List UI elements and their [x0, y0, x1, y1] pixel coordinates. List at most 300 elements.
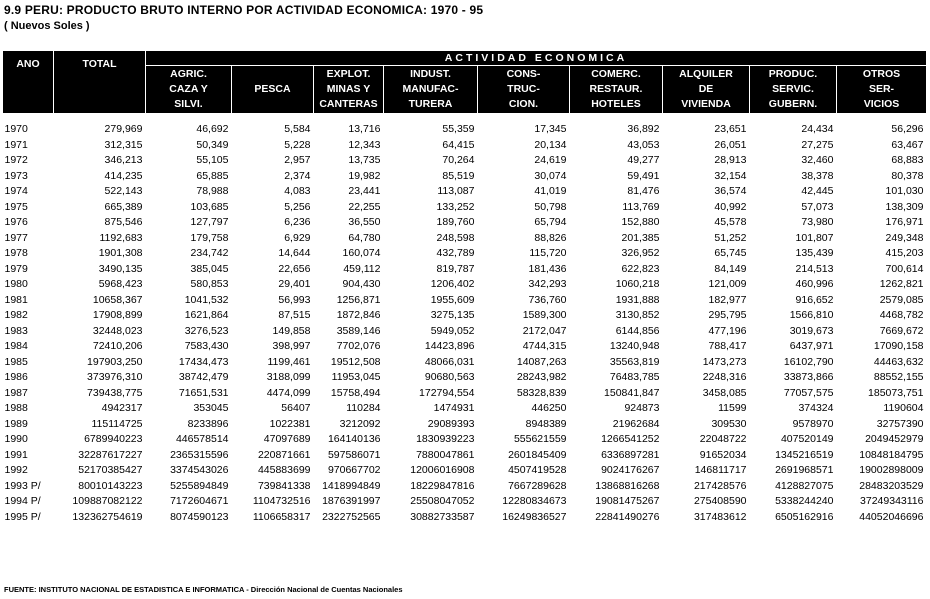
- table-cell: 36,574: [714, 185, 747, 197]
- table-cell: 181,436: [528, 262, 567, 275]
- table-cell: 71651,531: [178, 386, 229, 399]
- row-year-cell: 1977: [4, 231, 28, 244]
- table-cell: 3188,099: [266, 371, 311, 383]
- table-cell: 164140136: [327, 433, 381, 445]
- table-cell: 81,476: [627, 185, 660, 197]
- table-cell: 38,378: [801, 169, 834, 182]
- table-cell: 5968,423: [98, 278, 143, 290]
- header-gobierno: PRODUC. SERVIC. GUBERN.: [750, 66, 837, 114]
- table-cell: 2365315596: [170, 448, 229, 461]
- table-cell: 16249836527: [502, 510, 567, 523]
- table-cell: 373976,310: [87, 371, 143, 383]
- table-cell: 28483203529: [859, 479, 924, 492]
- table-cell: 385,045: [190, 262, 229, 275]
- row-year-cell: 1990: [4, 433, 28, 445]
- table-cell: 185073,751: [868, 386, 924, 399]
- row-year-cell: 1994 P/: [4, 495, 41, 507]
- table-cell: 214,513: [795, 262, 834, 275]
- table-row: [3, 370, 927, 386]
- table-cell: 77057,575: [783, 386, 834, 399]
- table-cell: 115114725: [91, 417, 143, 430]
- table-cell: 4474,099: [266, 386, 311, 399]
- table-cell: 15758,494: [330, 386, 381, 399]
- table-cell: 3275,135: [430, 309, 475, 321]
- table-cell: 47097689: [263, 433, 311, 445]
- table-cell: 19,982: [348, 169, 381, 182]
- table-cell: 42,445: [801, 185, 834, 197]
- table-cell: 1106658317: [252, 510, 311, 523]
- table-cell: 446250: [531, 402, 567, 414]
- table-cell: 13240,948: [609, 340, 660, 352]
- table-cell: 32,460: [801, 154, 834, 166]
- table-cell: 14423,896: [424, 340, 475, 352]
- table-row: [3, 308, 927, 324]
- header-comercio: COMERC. RESTAUR. HOTELES: [570, 66, 663, 114]
- gdp-table: [2, 50, 927, 525]
- table-cell: 50,349: [196, 138, 229, 151]
- table-cell: 12006016908: [410, 464, 475, 476]
- table-cell: 197903,250: [87, 355, 143, 368]
- row-year-cell: 1991: [4, 448, 28, 461]
- table-cell: 17,345: [534, 123, 567, 135]
- row-year-cell: 1987: [4, 386, 28, 399]
- row-year-cell: 1986: [4, 371, 28, 383]
- table-cell: 1589,300: [522, 309, 567, 321]
- table-cell: 13,716: [348, 123, 381, 135]
- table-cell: 36,892: [627, 123, 660, 135]
- table-cell: 445883699: [257, 464, 311, 476]
- table-cell: 312,315: [104, 138, 143, 151]
- table-row: [3, 479, 927, 495]
- table-cell: 2322752565: [322, 510, 381, 523]
- table-cell: 353045: [193, 402, 229, 414]
- table-cell: 64,780: [348, 231, 381, 244]
- table-cell: 146811717: [694, 464, 747, 476]
- table-cell: 72410,206: [92, 340, 143, 352]
- table-cell: 2,374: [284, 169, 311, 182]
- row-year-cell: 1982: [4, 309, 28, 321]
- table-cell: 1872,846: [336, 309, 381, 321]
- table-cell: 84,149: [714, 262, 747, 275]
- table-cell: 51,252: [714, 231, 747, 244]
- table-cell: 58328,839: [516, 386, 567, 399]
- table-cell: 14087,263: [516, 355, 567, 368]
- table-cell: 91652034: [699, 448, 747, 461]
- row-year-cell: 1975: [4, 200, 28, 213]
- table-cell: 6437,971: [789, 340, 834, 352]
- table-cell: 65,794: [534, 216, 567, 228]
- header-spacer: [3, 114, 927, 123]
- table-row: [3, 417, 927, 433]
- table-cell: 326,952: [621, 247, 660, 259]
- table-cell: 201,385: [621, 231, 660, 244]
- table-cell: 342,293: [528, 278, 567, 290]
- table-cell: 17090,158: [873, 340, 924, 352]
- table-cell: 23,651: [714, 123, 747, 135]
- table-cell: 580,853: [190, 278, 229, 290]
- table-cell: 19512,508: [330, 355, 381, 368]
- row-year-cell: 1973: [4, 169, 28, 182]
- table-cell: 916,652: [795, 293, 834, 306]
- table-cell: 398,997: [272, 340, 311, 352]
- table-cell: 152,880: [621, 216, 660, 228]
- header-mineria: EXPLOT. MINAS Y CANTERAS: [314, 66, 384, 114]
- table-cell: 3019,673: [789, 324, 834, 337]
- table-cell: 44052046696: [859, 510, 924, 523]
- table-cell: 78,988: [196, 185, 229, 197]
- table-cell: 27,275: [801, 138, 834, 151]
- table-cell: 414,235: [104, 169, 143, 182]
- row-year-cell: 1989: [4, 417, 28, 430]
- table-row: [3, 324, 927, 340]
- table-cell: 80010143223: [78, 479, 143, 492]
- table-cell: 32757390: [876, 417, 924, 430]
- table-cell: 64,415: [442, 138, 475, 151]
- header-industria: INDUST. MANUFAC- TURERA: [384, 66, 478, 114]
- table-cell: 234,742: [190, 247, 229, 259]
- table-cell: 37249343116: [860, 495, 924, 507]
- header-total: TOTAL: [54, 51, 146, 114]
- header-agric: AGRIC. CAZA Y SILVI.: [146, 66, 232, 114]
- table-cell: 1621,864: [184, 309, 229, 321]
- row-year-cell: 1978: [4, 247, 28, 259]
- table-cell: 21962684: [612, 417, 660, 430]
- table-cell: 3458,085: [702, 386, 747, 399]
- table-cell: 4,083: [284, 185, 311, 197]
- table-cell: 1199,461: [267, 355, 311, 368]
- table-cell: 700,614: [885, 262, 924, 275]
- table-cell: 9578970: [792, 417, 834, 430]
- table-cell: 113,769: [622, 200, 660, 213]
- table-cell: 87,515: [278, 309, 311, 321]
- table-cell: 11953,045: [331, 371, 381, 383]
- table-cell: 90680,563: [424, 371, 475, 383]
- table-row: [3, 200, 927, 216]
- table-cell: 17434,473: [178, 355, 229, 368]
- table-cell: 8233896: [187, 417, 229, 430]
- table-cell: 22048722: [699, 433, 747, 445]
- table-cell: 2049452979: [865, 433, 924, 445]
- table-cell: 2,957: [284, 154, 311, 166]
- table-cell: 736,760: [528, 293, 567, 306]
- header-group: ACTIVIDAD ECONOMICA: [146, 51, 927, 66]
- table-body: [3, 114, 927, 526]
- row-year-cell: 1981: [4, 293, 28, 306]
- table-cell: 3212092: [339, 417, 381, 430]
- table-cell: 22841490276: [595, 510, 660, 523]
- table-cell: 9024176267: [601, 464, 660, 476]
- table-cell: 49,277: [627, 154, 660, 166]
- table-cell: 55,359: [442, 123, 475, 135]
- row-year-cell: 1976: [4, 216, 28, 228]
- table-cell: 19002898009: [859, 464, 924, 476]
- table-cell: 103,685: [190, 200, 229, 213]
- table-cell: 18229847816: [410, 479, 475, 492]
- table-cell: 1206,402: [430, 278, 475, 290]
- table-cell: 739438,775: [87, 386, 143, 399]
- table-cell: 43,053: [627, 138, 660, 151]
- table-cell: 248,598: [436, 231, 475, 244]
- table-cell: 20,134: [534, 138, 567, 151]
- table-cell: 1345216519: [775, 448, 834, 461]
- header-pesca: PESCA: [232, 66, 314, 114]
- table-cell: 76483,785: [609, 371, 660, 383]
- table-cell: 22,255: [348, 200, 381, 213]
- table-cell: 40,992: [714, 200, 747, 213]
- row-year-cell: 1988: [4, 402, 28, 414]
- table-cell: 7669,672: [879, 324, 924, 337]
- table-cell: 249,348: [885, 231, 924, 244]
- table-cell: 4468,782: [879, 309, 924, 321]
- header-ano: ANO: [3, 51, 54, 114]
- table-row: [3, 293, 927, 309]
- table-cell: 13,735: [348, 154, 381, 166]
- table-cell: 32,154: [714, 169, 747, 182]
- table-cell: 477,196: [708, 324, 747, 337]
- table-cell: 460,996: [795, 278, 834, 290]
- table-cell: 115,720: [529, 247, 567, 259]
- table-cell: 5,256: [284, 200, 311, 213]
- table-cell: 597586071: [327, 448, 381, 461]
- table-cell: 279,969: [104, 123, 143, 135]
- table-cell: 176,971: [885, 216, 924, 228]
- table-cell: 11599: [718, 402, 747, 414]
- row-year-cell: 1980: [4, 278, 28, 290]
- table-cell: 33873,866: [783, 371, 834, 383]
- table-cell: 24,434: [801, 123, 834, 135]
- table-row: [3, 448, 927, 464]
- header-construccion: CONS- TRUC- CION.: [478, 66, 570, 114]
- table-cell: 4128827075: [775, 479, 834, 492]
- table-cell: 3276,523: [184, 324, 229, 337]
- table-cell: 150841,847: [604, 386, 660, 399]
- row-year-cell: 1992: [4, 464, 28, 476]
- table-cell: 36,550: [348, 216, 381, 228]
- table-row: [3, 138, 927, 154]
- table-cell: 23,441: [348, 185, 381, 197]
- table-cell: 12280834673: [502, 495, 567, 507]
- table-cell: 346,213: [104, 154, 143, 166]
- header-alquiler: ALQUILER DE VIVIENDA: [663, 66, 750, 114]
- table-cell: 65,745: [714, 247, 747, 259]
- page-subtitle: ( Nuevos Soles ): [4, 20, 90, 32]
- table-cell: 32287617227: [78, 448, 143, 461]
- table-cell: 7667289628: [508, 479, 567, 492]
- table-cell: 3374543026: [170, 464, 229, 476]
- table-cell: 1931,888: [615, 293, 660, 306]
- table-row: [3, 277, 927, 293]
- table-cell: 522,143: [104, 185, 143, 197]
- table-cell: 149,858: [272, 324, 311, 337]
- table-cell: 48066,031: [424, 355, 475, 368]
- table-cell: 4744,315: [522, 340, 567, 352]
- row-year-cell: 1970: [4, 123, 28, 135]
- table-cell: 3130,852: [615, 309, 660, 321]
- table-cell: 70,264: [442, 154, 475, 166]
- table-cell: 65,885: [196, 169, 229, 182]
- table-row: [3, 386, 927, 402]
- table-cell: 1418994849: [322, 479, 381, 492]
- table-row: [3, 153, 927, 169]
- table-cell: 1192,683: [99, 231, 143, 244]
- table-cell: 407520149: [780, 433, 834, 445]
- table-cell: 172794,554: [419, 386, 475, 399]
- table-cell: 1190604: [883, 402, 924, 414]
- row-year-cell: 1974: [4, 185, 28, 197]
- table-cell: 80,378: [891, 169, 924, 182]
- table-cell: 29089393: [427, 417, 475, 430]
- table-cell: 12,343: [348, 138, 381, 151]
- table-cell: 7583,430: [184, 340, 229, 352]
- table-cell: 1830939223: [416, 433, 475, 445]
- table-cell: 10658,367: [92, 293, 143, 306]
- table-cell: 189,760: [436, 216, 475, 228]
- table-cell: 622,823: [621, 262, 660, 275]
- table-cell: 50,798: [534, 200, 567, 213]
- table-cell: 446578514: [175, 433, 229, 445]
- table-cell: 217428576: [693, 479, 747, 492]
- table-cell: 665,389: [104, 200, 143, 213]
- table-cell: 1473,273: [702, 355, 747, 368]
- source-note: FUENTE: INSTITUTO NACIONAL DE ESTADISTICA E INFORMATICA - Dirección Nacional de Cuentas Nacionales: [4, 585, 403, 594]
- table-cell: 2579,085: [879, 293, 924, 306]
- table-cell: 55,105: [196, 154, 229, 166]
- table-row: [3, 401, 927, 417]
- table-cell: 295,795: [708, 309, 747, 321]
- table-cell: 1256,871: [336, 293, 381, 306]
- table-cell: 56,296: [891, 123, 924, 135]
- row-year-cell: 1993 P/: [4, 479, 41, 492]
- table-cell: 68,883: [891, 154, 924, 166]
- row-year-cell: 1972: [4, 154, 28, 166]
- page-title: 9.9 PERU: PRODUCTO BRUTO INTERNO POR ACTIVIDAD ECONOMICA: 1970 - 95: [4, 3, 484, 17]
- table-cell: 1901,308: [98, 247, 143, 259]
- table-cell: 220871661: [257, 448, 311, 461]
- table-cell: 7702,076: [336, 340, 381, 352]
- table-cell: 309530: [711, 417, 747, 430]
- table-cell: 113,087: [437, 185, 475, 197]
- table-cell: 1262,821: [879, 278, 924, 290]
- table-cell: 73,980: [801, 216, 834, 228]
- table-row: [3, 122, 927, 138]
- table-cell: 8948389: [525, 417, 567, 430]
- table-cell: 182,977: [708, 293, 747, 306]
- table-cell: 19081475267: [595, 495, 660, 507]
- table-cell: 1041,532: [184, 293, 229, 306]
- table-cell: 875,546: [104, 216, 143, 228]
- table-cell: 109887082122: [72, 495, 143, 507]
- table-cell: 26,051: [714, 138, 747, 151]
- table-cell: 16102,790: [783, 355, 834, 368]
- table-cell: 1955,609: [430, 293, 475, 306]
- table-cell: 3490,135: [98, 262, 143, 275]
- table-cell: 2691968571: [775, 464, 834, 476]
- table-cell: 970667702: [327, 464, 381, 476]
- table-cell: 6505162916: [775, 510, 834, 523]
- table-cell: 56407: [281, 402, 311, 414]
- table-cell: 179,758: [190, 231, 229, 244]
- table-cell: 3589,146: [336, 324, 381, 337]
- table-cell: 1022381: [269, 417, 311, 430]
- table-cell: 2248,316: [702, 371, 747, 383]
- table-cell: 101,030: [885, 185, 924, 197]
- table-cell: 2601845409: [508, 448, 567, 461]
- table-row: [3, 231, 927, 247]
- table-cell: 374324: [798, 402, 834, 414]
- table-cell: 6,236: [284, 216, 311, 228]
- row-year-cell: 1995 P/: [4, 510, 41, 523]
- header-otros: OTROS SER- VICIOS: [837, 66, 927, 114]
- table-cell: 2172,047: [522, 324, 567, 337]
- table-cell: 6,929: [284, 231, 311, 244]
- table-cell: 17908,899: [92, 309, 143, 321]
- table-cell: 6144,856: [615, 324, 660, 337]
- table-cell: 63,467: [891, 138, 924, 151]
- table-cell: 85,519: [442, 169, 475, 182]
- table-cell: 52170385427: [78, 464, 143, 476]
- table-cell: 1060,218: [615, 278, 660, 290]
- table-cell: 6336897281: [601, 448, 660, 461]
- table-cell: 739841338: [257, 479, 311, 492]
- table-cell: 819,787: [436, 262, 475, 275]
- table-row: [3, 246, 927, 262]
- table-cell: 32448,023: [92, 324, 143, 337]
- table-cell: 121,009: [708, 278, 747, 290]
- table-row: [3, 463, 927, 479]
- table-cell: 41,019: [534, 185, 567, 197]
- row-year-cell: 1983: [4, 324, 28, 337]
- table-cell: 1474931: [433, 402, 475, 414]
- table-cell: 1266541252: [601, 433, 660, 445]
- table-cell: 7172604671: [170, 495, 229, 507]
- table-cell: 5338244240: [775, 495, 834, 507]
- table-cell: 8074590123: [170, 510, 229, 523]
- table-cell: 25508047052: [410, 495, 475, 507]
- table-cell: 127,797: [190, 216, 229, 228]
- table-cell: 46,692: [196, 123, 229, 135]
- table-row: [3, 215, 927, 231]
- table-row: [3, 432, 927, 448]
- table-cell: 101,807: [795, 231, 834, 244]
- table-cell: 5,228: [284, 138, 311, 151]
- table-cell: 924873: [624, 402, 660, 414]
- table-cell: 7880047861: [416, 448, 475, 461]
- table-cell: 24,619: [534, 154, 567, 166]
- table-cell: 30,074: [534, 169, 567, 182]
- table-row: [3, 262, 927, 278]
- table-cell: 22,656: [278, 262, 311, 275]
- table-cell: 45,578: [714, 216, 747, 228]
- table-cell: 13868816268: [595, 479, 660, 492]
- table-cell: 160,074: [342, 247, 381, 259]
- table-cell: 88,826: [534, 231, 567, 244]
- table-cell: 56,993: [278, 293, 311, 306]
- table-cell: 14,644: [278, 247, 311, 259]
- table-header: [3, 51, 927, 114]
- table-row: [3, 355, 927, 371]
- table-cell: 1104732516: [252, 495, 311, 507]
- table-cell: 1876391997: [322, 495, 381, 507]
- row-year-cell: 1984: [4, 340, 28, 352]
- table-cell: 5255894849: [170, 479, 229, 492]
- table-row: [3, 184, 927, 200]
- table-row: [3, 339, 927, 355]
- table-row: [3, 510, 927, 526]
- table-cell: 57,073: [801, 200, 834, 213]
- table-cell: 4507419528: [508, 464, 567, 476]
- table-cell: 904,430: [342, 278, 381, 290]
- table-cell: 138,309: [885, 200, 924, 213]
